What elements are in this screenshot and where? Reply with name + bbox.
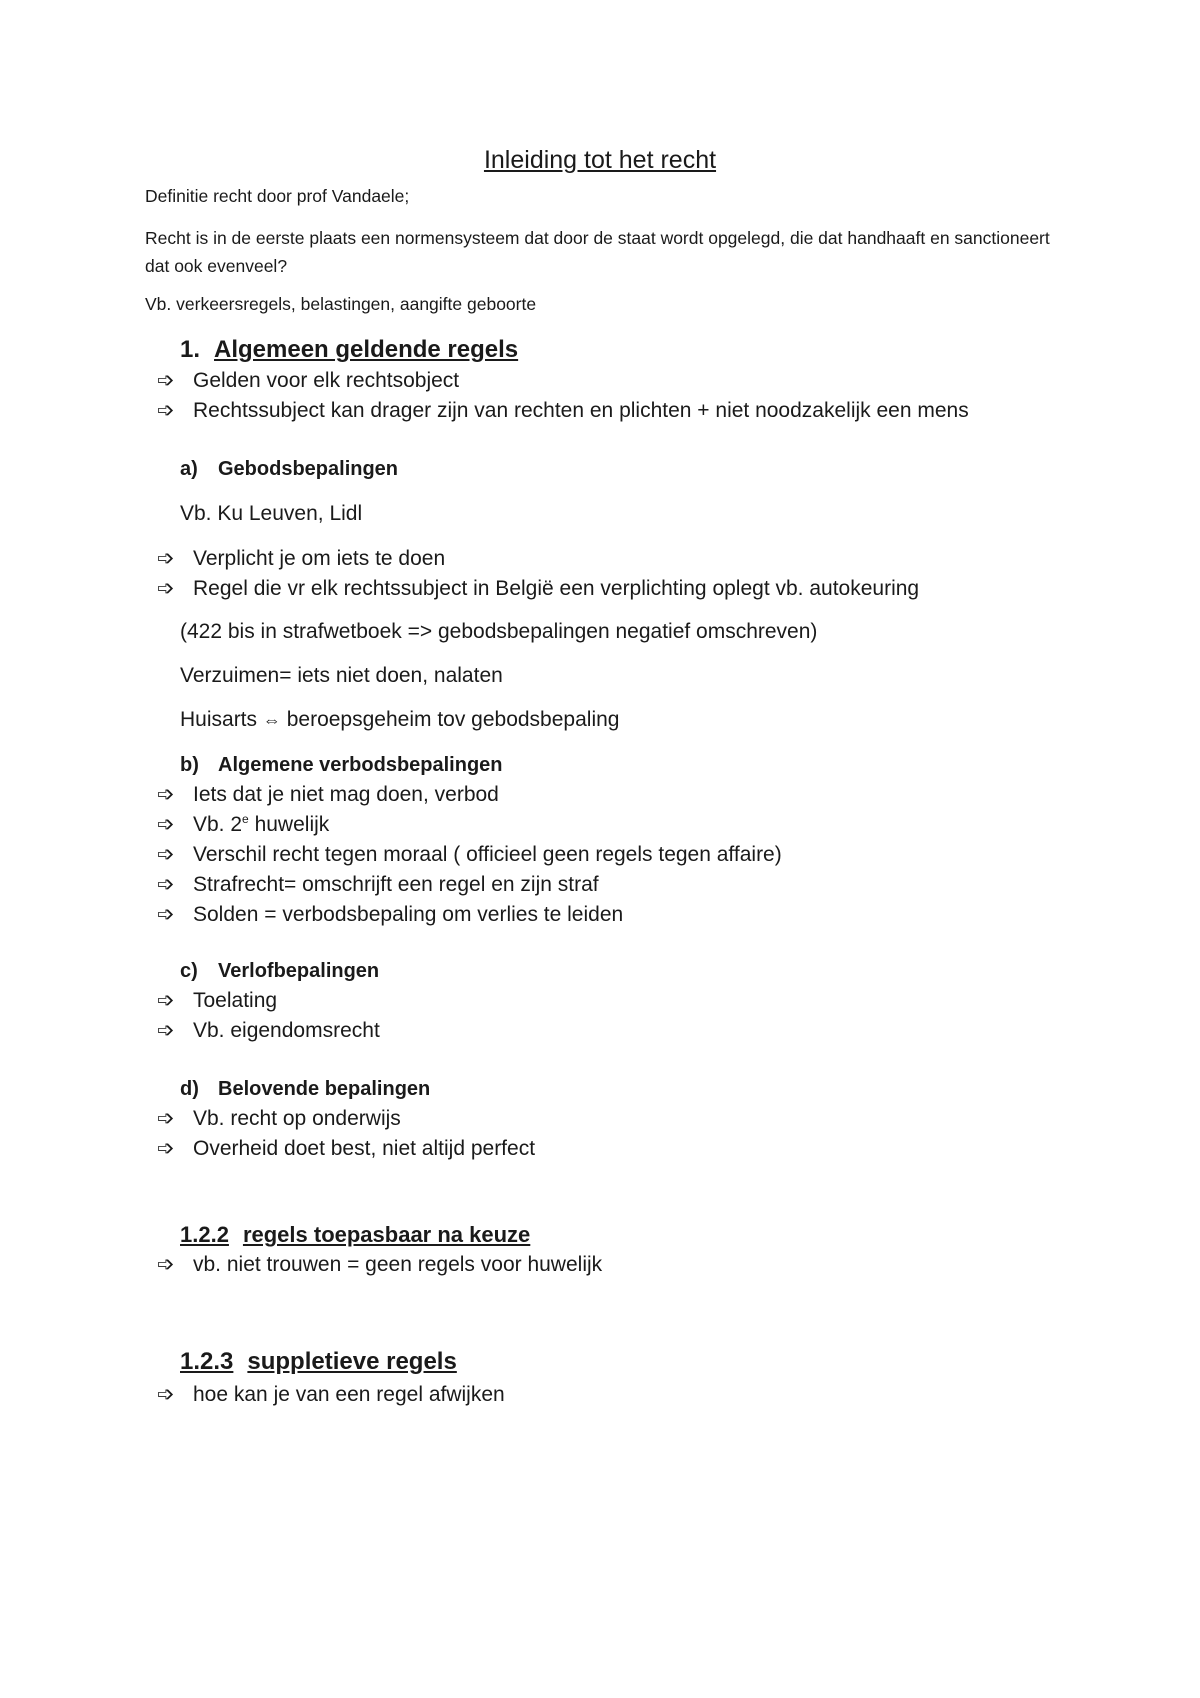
definition-label: Definitie recht door prof Vandaele; — [145, 186, 410, 206]
page-title: Inleiding tot het recht — [483, 146, 717, 174]
note-text: Huisarts ⇔ beroepsgeheim tov gebodsbepaling — [180, 708, 620, 731]
subsection-c-heading: c) Verlofbepalingen — [180, 960, 380, 982]
arrow-icon: ➩ — [157, 1253, 175, 1276]
arrow-icon: ➩ — [157, 903, 175, 926]
list-item: ➩ Vb. eigendomsrecht — [157, 1019, 380, 1042]
section-title: Algemeen geldende regels — [214, 336, 519, 363]
arrow-icon: ➩ — [157, 783, 175, 806]
list-item: ➩ Rechtssubject kan drager zijn van rechten en plichten + niet noodzakelijk een mens — [157, 399, 969, 422]
arrow-icon: ➩ — [157, 547, 175, 570]
list-item: ➩ Strafrecht= omschrijft een regel en zijn straf — [157, 873, 599, 896]
list-item: ➩ Toelating — [157, 989, 278, 1012]
section-123-heading: 1.2.3 suppletieve regels — [180, 1348, 457, 1375]
arrow-icon: ➩ — [157, 1383, 175, 1406]
arrow-icon: ➩ — [157, 813, 175, 836]
subsection-b-heading: b) Algemene verbodsbepalingen — [180, 754, 503, 776]
list-item: ➩ Solden = verbodsbepaling om verlies te leiden — [157, 903, 624, 926]
double-arrow-icon: ⇔ — [262, 710, 281, 730]
subsection-d-heading: d) Belovende bepalingen — [180, 1078, 431, 1100]
note-text: Verzuimen= iets niet doen, nalaten — [180, 664, 503, 687]
list-item: ➩ Verplicht je om iets te doen — [157, 547, 446, 570]
arrow-icon: ➩ — [157, 369, 175, 392]
list-item: ➩ Overheid doet best, niet altijd perfect — [157, 1137, 536, 1160]
arrow-icon: ➩ — [157, 399, 175, 422]
list-item: ➩ hoe kan je van een regel afwijken — [157, 1383, 505, 1406]
arrow-icon: ➩ — [157, 1107, 175, 1130]
note-text: (422 bis in strafwetboek => gebodsbepalingen negatief omschreven) — [180, 620, 818, 643]
arrow-icon: ➩ — [157, 843, 175, 866]
list-item: ➩ vb. niet trouwen = geen regels voor huwelijk — [157, 1253, 603, 1276]
section-122-heading: 1.2.2 regels toepasbaar na keuze — [180, 1222, 531, 1247]
subsection-a-heading: a) Gebodsbepalingen — [180, 458, 399, 480]
arrow-icon: ➩ — [157, 1019, 175, 1042]
list-item: ➩ Gelden voor elk rechtsobject — [157, 369, 460, 392]
list-item: ➩ Regel die vr elk rechtssubject in België een verplichting oplegt vb. autokeuring — [157, 577, 920, 600]
list-item: ➩ Vb. recht op onderwijs — [157, 1107, 401, 1130]
list-item: ➩ Vb. 2e huwelijk — [157, 812, 330, 836]
arrow-icon: ➩ — [157, 577, 175, 600]
arrow-icon: ➩ — [157, 873, 175, 896]
definition-text: Recht is in de eerste plaats een normensysteem dat door de staat wordt opgelegd, die dat handhaaft en sanctioneert dat ook evenveel? — [145, 228, 1050, 276]
arrow-icon: ➩ — [157, 989, 175, 1012]
list-item: ➩ Iets dat je niet mag doen, verbod — [157, 783, 499, 806]
section-1-heading — [180, 336, 518, 364]
examples-text: Vb. verkeersregels, belastingen, aangifte geboorte — [145, 294, 537, 314]
section-number: 1. — [180, 336, 201, 363]
list-item: ➩ Verschil recht tegen moraal ( officieel geen regels tegen affaire) — [157, 843, 782, 866]
example-text: Vb. Ku Leuven, Lidl — [180, 502, 363, 525]
arrow-icon: ➩ — [157, 1137, 175, 1160]
